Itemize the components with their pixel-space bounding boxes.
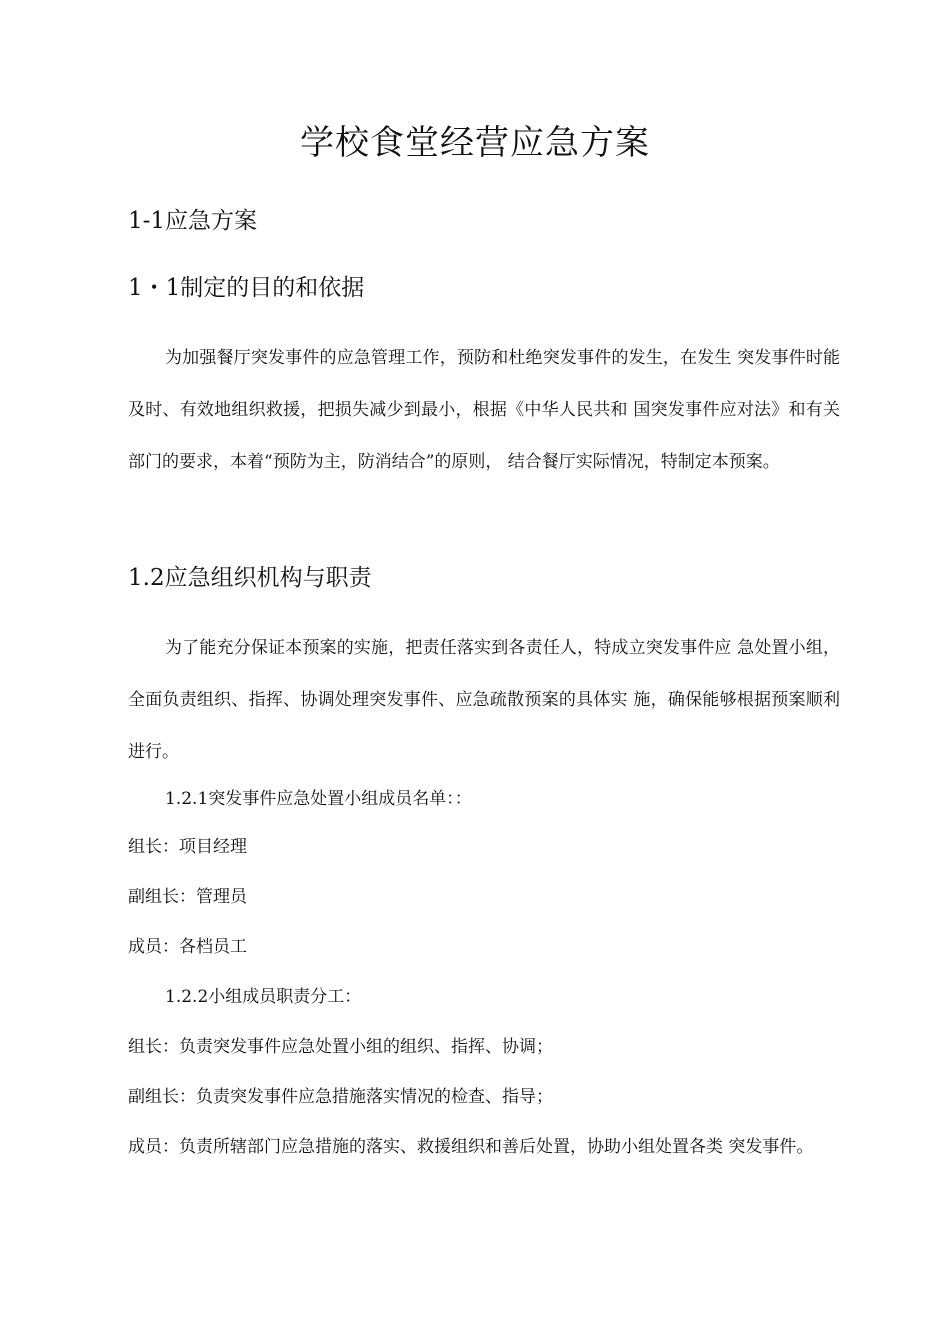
member-staff: 成员：各档员工 <box>128 937 247 957</box>
heading-emergency-plan: 1-1应急方案 <box>128 208 258 234</box>
document-title: 学校食堂经营应急方案 <box>300 123 650 163</box>
heading-purpose-basis: 1・1制定的目的和依据 <box>128 275 365 301</box>
duty-leader: 组长：负责突发事件应急处置小组的组织、指挥、协调； <box>128 1037 553 1057</box>
duty-deputy: 副组长：负责突发事件应急措施落实情况的检查、指导； <box>128 1087 553 1107</box>
member-deputy: 副组长：管理员 <box>128 887 247 907</box>
subheading-duty-division: 1.2.2小组成员职责分工： <box>165 987 362 1007</box>
subheading-member-list: 1.2.1突发事件应急处置小组成员名单：： <box>165 789 472 809</box>
member-leader: 组长：项目经理 <box>128 837 247 857</box>
paragraph-organization: 为了能充分保证本预案的实施，把责任落实到各责任人，特成立突发事件应 急处置小组，全面负责组织、指挥、协调处理突发事件、应急疏散预案的具体实 施，确保能够根据预案顺利进行。 <box>128 638 840 762</box>
paragraph-purpose: 为加强餐厅突发事件的应急管理工作，预防和杜绝突发事件的发生，在发生 突发事件时能及时、有效地组织救援，把损失减少到最小，根据《中华人民共和 国突发事件应对法》和有关部门的要求，本着“预防为主，防消结合”的原则， 结合餐厅实际情况，特制定本预案。 <box>128 348 840 472</box>
heading-organization-duties: 1.2应急组织机构与职责 <box>128 565 372 591</box>
duty-staff: 成员：负责所辖部门应急措施的落实、救援组织和善后处置，协助小组处置各类 突发事件。 <box>128 1137 814 1157</box>
